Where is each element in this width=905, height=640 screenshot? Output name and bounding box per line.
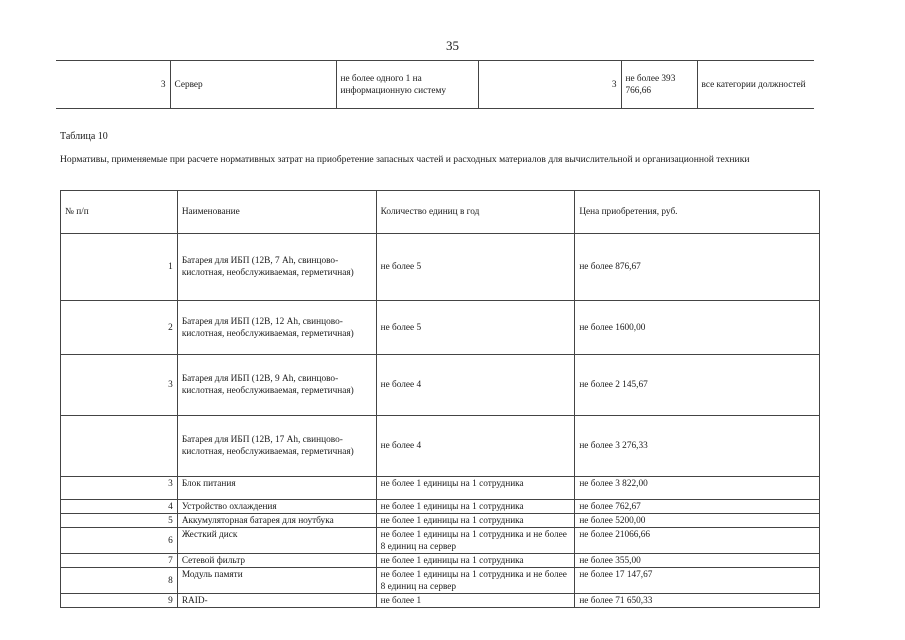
item-quantity: не более 1 единицы на 1 сотрудника: [376, 500, 575, 514]
item-quantity: не более 5: [376, 301, 575, 355]
item-price: не более 393 766,66: [621, 61, 697, 109]
item-count: 3: [478, 61, 621, 109]
item-price: не более 762,67: [575, 500, 820, 514]
table-row: [61, 568, 820, 594]
item-category: все категории должностей: [697, 61, 814, 109]
item-quantity: не более 1 единицы на 1 сотрудника: [376, 554, 575, 568]
item-quantity: не более одного 1 на информационную систему: [336, 61, 478, 109]
item-price: не более 21066,66: [575, 528, 820, 554]
row-number: 2: [61, 301, 178, 355]
item-price: не более 3 822,00: [575, 477, 820, 500]
item-quantity: не более 5: [376, 234, 575, 301]
table-row: [61, 500, 820, 514]
table-caption: Таблица 10: [60, 131, 108, 142]
row-number: 3: [61, 477, 178, 500]
row-number: 4: [61, 500, 178, 514]
item-name: Устройство охлаждения: [177, 500, 376, 514]
item-name: Батарея для ИБП (12В, 9 Ah, свинцово-кислотная, необслуживаемая, герметичная): [177, 355, 376, 416]
item-quantity: не более 1 единицы на 1 сотрудника: [376, 514, 575, 528]
item-quantity: не более 4: [376, 416, 575, 477]
item-quantity: не более 1 единицы на 1 сотрудника: [376, 477, 575, 500]
table-row: [61, 528, 820, 554]
item-price: не более 2 145,67: [575, 355, 820, 416]
table-row: [61, 301, 820, 355]
item-price: не более 17 147,67: [575, 568, 820, 594]
item-price: не более 71 650,33: [575, 594, 820, 608]
item-name: Модуль памяти: [177, 568, 376, 594]
table-row: [61, 355, 820, 416]
item-price: не более 3 276,33: [575, 416, 820, 477]
header-cell: Количество единиц в год: [376, 191, 575, 234]
item-price: не более 5200,00: [575, 514, 820, 528]
table-row: [61, 416, 820, 477]
header-row: [61, 191, 820, 234]
main-table: [60, 190, 820, 608]
item-quantity: не более 4: [376, 355, 575, 416]
table-row: [56, 61, 814, 109]
row-number: 5: [61, 514, 178, 528]
table-row: [61, 594, 820, 608]
item-name: Сервер: [170, 61, 336, 109]
item-quantity: не более 1: [376, 594, 575, 608]
page-number: 35: [446, 38, 459, 53]
table-row: [61, 234, 820, 301]
item-name: Сетевой фильтр: [177, 554, 376, 568]
table-row: [61, 477, 820, 500]
top-table: [56, 60, 814, 109]
row-number: [61, 416, 178, 477]
item-name: RAID-: [177, 594, 376, 608]
row-number: 1: [61, 234, 178, 301]
row-number: 7: [61, 554, 178, 568]
item-price: не более 355,00: [575, 554, 820, 568]
item-name: Аккумуляторная батарея для ноутбука: [177, 514, 376, 528]
item-name: Батарея для ИБП (12В, 17 Ah, свинцово-кислотная, необслуживаемая, герметичная): [177, 416, 376, 477]
item-quantity: не более 1 единицы на 1 сотрудника и не более 8 единиц на сервер: [376, 528, 575, 554]
header-cell: Цена приобретения, руб.: [575, 191, 820, 234]
row-number: 6: [61, 528, 178, 554]
item-price: не более 876,67: [575, 234, 820, 301]
item-name: Батарея для ИБП (12В, 7 Ah, свинцово-кислотная, необслуживаемая, герметичная): [177, 234, 376, 301]
item-price: не более 1600,00: [575, 301, 820, 355]
header-cell: № п/п: [61, 191, 178, 234]
item-name: Блок питания: [177, 477, 376, 500]
row-number: 3: [56, 61, 170, 109]
item-quantity: не более 1 единицы на 1 сотрудника и не более 8 единиц на сервер: [376, 568, 575, 594]
table-row: [61, 514, 820, 528]
row-number: 8: [61, 568, 178, 594]
row-number: 3: [61, 355, 178, 416]
item-name: Батарея для ИБП (12В, 12 Ah, свинцово-кислотная, необслуживаемая, герметичная): [177, 301, 376, 355]
table-row: [61, 554, 820, 568]
item-name: Жесткий диск: [177, 528, 376, 554]
row-number: 9: [61, 594, 178, 608]
header-cell: Наименование: [177, 191, 376, 234]
table-title: Нормативы, применяемые при расчете нормативных затрат на приобретение запасных частей и расходных материалов для вычислительной и организационной техники: [60, 154, 750, 165]
